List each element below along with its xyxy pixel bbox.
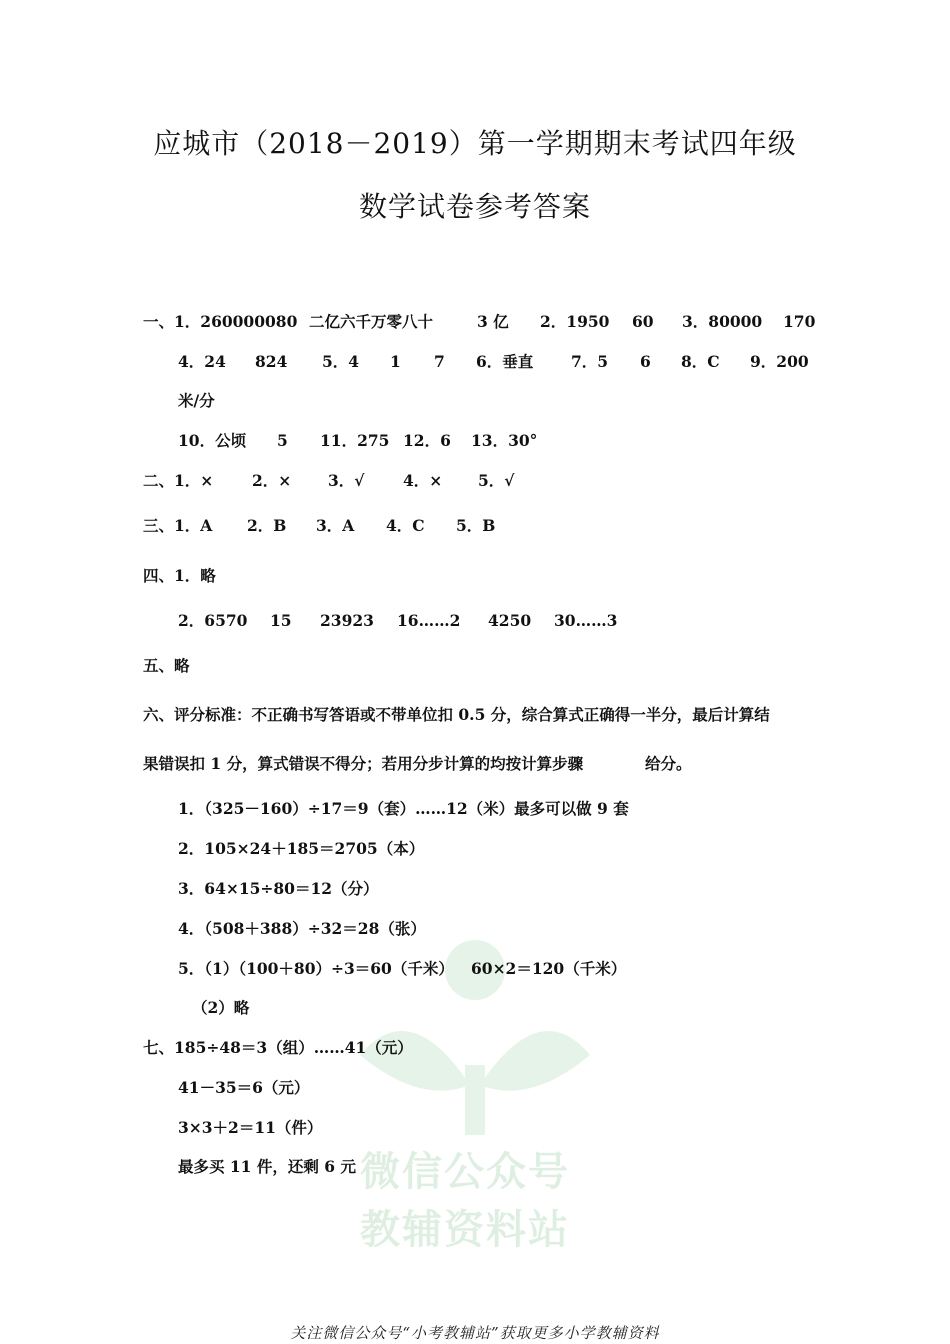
s6b-b: 给分。	[645, 754, 692, 773]
page-title-line1: 应城市（2018－2019）第一学期期末考试四年级	[153, 127, 797, 160]
watermark-line2: 教辅资料站	[360, 1207, 570, 1253]
section1-line1	[143, 312, 815, 332]
section1-line3: 米/分	[178, 391, 215, 410]
s1-item-e: 60	[632, 312, 654, 331]
s2-e: 5．√	[478, 471, 515, 490]
s1b-g: 7．5	[571, 352, 609, 371]
s1b-j: 9．200	[750, 352, 809, 371]
section6-line2	[143, 754, 692, 774]
s1b-h: 6	[640, 352, 651, 371]
section6-q2: 2．105×24＋185＝2705（本）	[178, 839, 425, 858]
s6-5-a: 5．（1）（100＋80）÷3＝60（千米）	[178, 959, 454, 978]
watermark-line1: 微信公众号	[360, 1149, 570, 1195]
s4b-e: 4250	[488, 611, 532, 630]
s3-b: 2．B	[247, 516, 287, 535]
s1b-a: 4．24	[178, 352, 226, 371]
section6-q3: 3．64×15÷80＝12（分）	[178, 879, 379, 898]
s1-item-a: 一、1．260000080	[143, 312, 298, 331]
s3-d: 4．C	[386, 516, 425, 535]
s1-item-b: 二亿六千万零八十	[309, 312, 434, 331]
section3-line	[143, 516, 495, 536]
s4b-b: 15	[270, 611, 292, 630]
watermark-stem	[465, 1065, 485, 1135]
s3-c: 3．A	[316, 516, 355, 535]
section7-line3: 3×3＋2＝11（件）	[178, 1118, 323, 1137]
s1-item-f: 3．80000	[682, 312, 763, 331]
section6-q4: 4．（508＋388）÷32＝28（张）	[178, 919, 426, 938]
s1d-b: 5	[277, 431, 288, 450]
page-title-line2: 数学试卷参考答案	[358, 190, 591, 223]
s1d-a: 10．公顷	[178, 431, 247, 450]
section4-line1: 四、1．略	[143, 566, 216, 585]
s2-c: 3．√	[328, 471, 365, 490]
s2-d: 4．×	[403, 471, 443, 490]
section2-line	[143, 471, 514, 491]
s6b-a: 果错误扣 1 分，算式错误不得分；若用分步计算的均按计算步骤	[143, 754, 584, 773]
section6-q5-part2: （2）略	[192, 998, 250, 1017]
s1b-i: 8．C	[681, 352, 720, 371]
s1d-d: 12．6	[403, 431, 451, 450]
section5-line: 五、略	[143, 656, 190, 675]
s1b-c: 5．4	[322, 352, 360, 371]
section1-line2	[178, 352, 809, 372]
s4b-f: 30……3	[554, 611, 618, 630]
s1b-b: 824	[255, 352, 288, 371]
section6-q1: 1．（325－160）÷17＝9（套）……12（米）最多可以做 9 套	[178, 799, 629, 818]
s2-a: 二、1．×	[143, 471, 214, 490]
s1b-d: 1	[390, 352, 401, 371]
s3-a: 三、1．A	[143, 516, 213, 535]
section6-q5	[178, 959, 626, 979]
section7-line2: 41－35＝6（元）	[178, 1078, 310, 1097]
s1-item-c: 3 亿	[477, 312, 509, 331]
section6-line1: 六、评分标准：不正确书写答语或不带单位扣 0.5 分，综合算式正确得一半分，最后计算结	[143, 705, 770, 724]
s2-b: 2．×	[252, 471, 292, 490]
s1-item-g: 170	[783, 312, 816, 331]
s1d-c: 11．275	[320, 431, 390, 450]
s3-e: 5．B	[456, 516, 496, 535]
s4b-a: 2．6570	[178, 611, 248, 630]
watermark-leaf-right	[480, 1031, 590, 1091]
section7-line4: 最多买 11 件，还剩 6 元	[178, 1157, 356, 1176]
s1d-e: 13．30°	[471, 431, 538, 450]
s4b-d: 16……2	[397, 611, 461, 630]
footer-note: 关注微信公众号“小考教辅站”获取更多小学教辅资料	[290, 1324, 660, 1342]
s1b-e: 7	[434, 352, 445, 371]
s1b-f: 6．垂直	[476, 352, 534, 371]
section4-line2	[178, 611, 617, 631]
s1-item-d: 2．1950	[540, 312, 610, 331]
s4b-c: 23923	[320, 611, 374, 630]
section7-line1: 七、185÷48＝3（组）……41（元）	[143, 1038, 413, 1057]
section1-line4	[178, 431, 537, 451]
s6-5-b: 60×2＝120（千米）	[471, 959, 627, 978]
